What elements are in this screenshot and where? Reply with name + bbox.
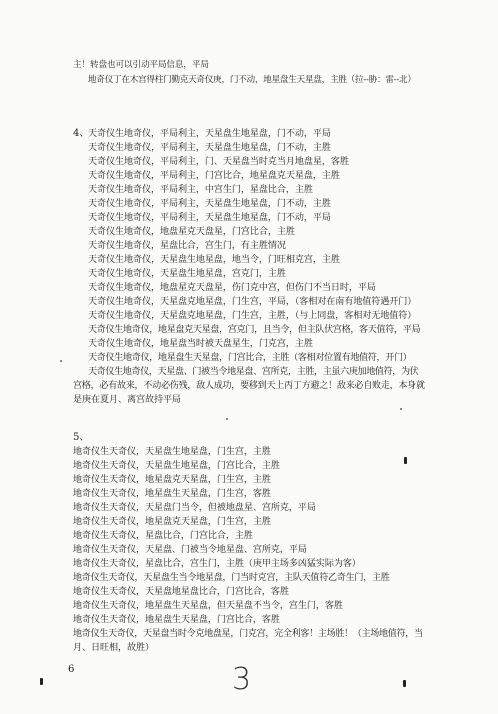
- section-4-line: 天奇仪生地奇仪，天星盘克地星盘，门生宫，主胜，（与上同盘，客相对无地值符）: [88, 311, 417, 321]
- section-4-line: 天奇仪生地奇仪，平局利主，门、天星盘当时克当月地盘星，客胜: [88, 157, 349, 167]
- header-line-1: 主！转盘也可以引动平局信息，平局: [73, 60, 209, 70]
- section-5-line: 地奇仪生天奇仪，地星盘克天星盘，门生宫，主胜: [73, 475, 271, 485]
- section-5-line: 地奇仪生天奇仪，天星盘生当令地星盘，门当时克宫，主队天值符乙奇生门，主胜: [73, 573, 390, 583]
- section-6-number: 6: [68, 664, 75, 675]
- section-4-continuation: 宫格，必有故来，不动必伤残，敌人成功，要移到天上丙丁方避之！敌来必自败走，本身就: [73, 381, 425, 391]
- section-5-line: 地奇仪生天奇仪，天星盘、门被当令地星盘、宫所克，平局: [73, 545, 307, 555]
- section-4-line: 天奇仪生地奇仪，平局利主，门宫比合，地星盘克天星盘，主胜: [88, 171, 340, 181]
- section-4-line: 天奇仪生地奇仪，平局利主，中宫生门，星盘比合，主胜: [88, 185, 313, 195]
- section-5-line: 地奇仪生天奇仪，天星盘门当令，但被地盘星、宫所克，平局: [73, 503, 316, 513]
- section-4-line: 天奇仪生地奇仪，平局利主，天星盘生地星盘，门不动，平局: [88, 213, 331, 223]
- section-5-number: 5、: [73, 432, 90, 443]
- section-5-line: 地奇仪生天奇仪，天星盘地星盘比合，门宫比合，客胜: [73, 587, 289, 597]
- section-4-line: 天奇仪生地奇仪，地星盘生天星盘，门宫比合，主胜（客相对位置有地值符，开门）: [88, 353, 412, 363]
- section-4-line: 天奇仪生地奇仪，地盘星克天盘星，门宫比合，主胜: [88, 227, 295, 237]
- section-4-line: 天奇仪生地奇仪，平局利主，天星盘生地星盘，门不动，主胜: [88, 199, 331, 209]
- section-5-line: 地奇仪生天奇仪，天星盘生地星盘，门生宫，主胜: [73, 447, 271, 457]
- section-4-line: 天奇仪生地奇仪，平局利主，天星盘生地星盘，门不动，平局: [88, 129, 331, 139]
- section-5-line: 地奇仪生天奇仪，地星盘克天星盘，门生宫，主胜: [73, 517, 271, 527]
- scan-speck: [400, 408, 402, 410]
- scan-mark: [403, 680, 406, 687]
- section-4-continuation: 是庚在夏月、离宫故持平局: [73, 395, 181, 405]
- section-4-line: 天奇仪生地奇仪，地盘星克天盘星，伤门克中宫，但伤门不当日时，平局: [88, 283, 376, 293]
- section-5-continuation: 月、日旺相，故胜）: [73, 643, 154, 653]
- section-5-line: 地奇仪生天奇仪，星盘比合，宫生门，主胜（庚甲主场多凶猛实际为客）: [73, 559, 361, 569]
- header-line-2: 地奇仪丁在木宫得柱门勤克天奇仪庚，门不动，地星盘生天星盘，主胜（拉--胁：雷--北）: [88, 75, 416, 85]
- section-5-line: 地奇仪生天奇仪，地星盘生天星盘，但天星盘不当令，宫生门，客胜: [73, 601, 343, 611]
- section-4-line: 天奇仪生地奇仪，星盘比合，宫生门，有主胜情况: [88, 241, 286, 251]
- section-4-line: 天奇仪生地奇仪，地星盘克天星盘，宫克门，且当令，但主队伏宫格，客天值符，平局: [88, 325, 421, 335]
- scan-speck: [60, 360, 62, 362]
- section-5-line: 地奇仪生天奇仪，地星盘生天星盘，门生宫，客胜: [73, 489, 271, 499]
- scan-speck: [226, 418, 228, 420]
- section-5-line: 地奇仪生天奇仪，星盘比合，门宫比合，主胜: [73, 531, 253, 541]
- section-4-line: 天奇仪生地奇仪，天星盘生地星盘，宫克门，主胜: [88, 269, 286, 279]
- section-5-line: 地奇仪生天奇仪，天星盘当时令克地盘星，门克宫，完全利客！主场胜！（主场地值符，当: [73, 629, 423, 639]
- section-4-line: 天奇仪生地奇仪，平局利主，天星盘生地星盘，门不动，主胜: [88, 143, 331, 153]
- section-5-line: 地奇仪生天奇仪，地星盘生天星盘，门宫比合，客胜: [73, 615, 280, 625]
- page-number: 3: [232, 662, 252, 697]
- scan-mark: [404, 457, 407, 464]
- scan-mark: [40, 678, 43, 685]
- section-4-number: 4、: [73, 128, 90, 139]
- section-4-line: 天奇仪生地奇仪，天星盘克地星盘，门生宫，平局，（客相对在南有地值符遇开门）: [88, 297, 417, 307]
- section-5-line: 地奇仪生天奇仪，天星盘生地星盘，门宫比合，主胜: [73, 461, 280, 471]
- section-4-line: 天奇仪生地奇仪，天星盘、门被当令地星盘、宫所克，主胜，主虽六庚加地值符，为伏: [88, 367, 419, 377]
- section-4-line: 天奇仪生地奇仪，天星盘生地星盘，地当令，门旺相克宫，主胜: [88, 255, 340, 265]
- section-4-line: 天奇仪生地奇仪，地星盘当时被天盘星生，门克宫，主胜: [88, 339, 313, 349]
